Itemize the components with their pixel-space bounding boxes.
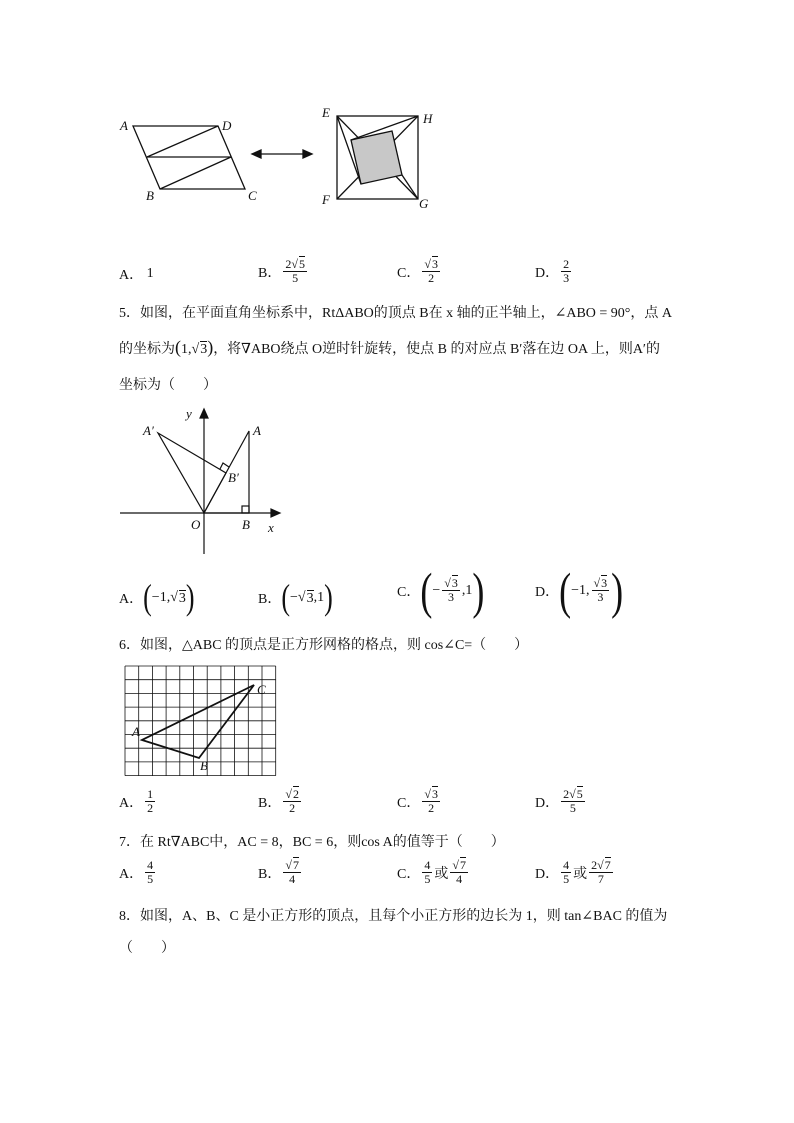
q5-option-a[interactable]: A． ( −1, √ 3 ) xyxy=(119,577,195,618)
label-B-prime: B′ xyxy=(228,470,239,485)
q5-option-b[interactable]: B． ( − √ 3 ,1 ) xyxy=(258,577,333,618)
arrow-right-head xyxy=(303,150,312,158)
figure-parallelogram-square xyxy=(110,100,450,215)
parallelogram-diag-2 xyxy=(160,157,231,189)
label-y: y xyxy=(186,406,192,421)
q5-option-c[interactable]: C． ( − $\frac{√3}{3}$ ,1 ) xyxy=(397,562,485,619)
q5-option-d[interactable]: D． ( −1, $\frac{√3}{3}$ ) xyxy=(535,562,624,619)
q6-option-b[interactable]: B． $\frac{√2}{2}$ xyxy=(258,787,299,815)
right-angle-B-prime xyxy=(220,463,229,469)
q7-option-b[interactable]: B． $\frac{√7}{4}$ xyxy=(258,858,299,886)
label-H: H xyxy=(423,111,433,126)
q4-option-a[interactable]: A． 1 xyxy=(119,266,154,283)
label-G: G xyxy=(419,196,429,211)
label-F: F xyxy=(322,192,330,207)
q5-text-line2: 的坐标为(1,√3)，将∇ABO绕点 O逆时针旋转，使点 B 的对应点 B′落在边 OA 上，则A′的 xyxy=(119,337,660,357)
arrow-left-head xyxy=(252,150,261,158)
figure-coordinate-rotation xyxy=(118,402,288,557)
q5-text-line1: 5．如图，在平面直角坐标系中，RtΔABO的顶点 B在 x 轴的正半轴上，∠ABO = 90°，点 A xyxy=(119,306,673,321)
label-D: D xyxy=(222,118,232,133)
label-A-prime: A′ xyxy=(143,423,154,438)
triangle-ABC xyxy=(142,685,254,758)
q6-option-d[interactable]: D． $\frac{2√5}{5}$ xyxy=(535,787,583,815)
q4-option-d[interactable]: D． $\frac{2}{3}$ xyxy=(535,257,570,285)
q6-text: 6．如图，△ABC 的顶点是正方形网格的格点，则 cos∠C=（ ） xyxy=(119,638,529,653)
q7-option-a[interactable]: A． $\frac{4}{5}$ xyxy=(119,858,154,886)
label-A: A xyxy=(253,423,261,438)
label-B: B xyxy=(200,758,208,773)
q4-option-c[interactable]: C． $\frac{√3}{2}$ xyxy=(397,257,438,285)
label-E: E xyxy=(322,105,330,120)
parallelogram-diag-1 xyxy=(147,126,218,157)
q7-option-c[interactable]: C． $\frac{4}{5}$ 或 $\frac{√7}{4}$ xyxy=(397,858,466,886)
q5-text-line3: 坐标为（ ） xyxy=(119,378,217,393)
label-B: B xyxy=(146,188,154,203)
q4-option-b[interactable]: B． $\frac{2√5}{5}$ xyxy=(258,257,305,285)
triangle-A-prime-B-prime-O xyxy=(158,433,226,513)
right-angle-B xyxy=(242,506,249,513)
label-C: C xyxy=(257,682,266,697)
figure-grid-triangle xyxy=(118,658,278,778)
square-line-5 xyxy=(402,175,418,199)
label-O: O xyxy=(191,517,201,532)
label-A: A xyxy=(120,118,128,133)
y-axis-arrow xyxy=(200,409,208,418)
label-x: x xyxy=(268,520,274,535)
x-axis-arrow xyxy=(271,509,280,517)
q8-text-line1: 8．如图，A、B、C 是小正方形的顶点，且每个小正方形的边长为 1，则 tan∠BAC 的值为 xyxy=(119,909,668,924)
label-B: B xyxy=(242,517,250,532)
q6-option-a[interactable]: A． $\frac{1}{2}$ xyxy=(119,787,154,815)
label-A: A xyxy=(132,724,140,739)
q8-text-line2: （ ） xyxy=(119,941,175,956)
q6-option-c[interactable]: C． $\frac{√3}{2}$ xyxy=(397,787,438,815)
q7-option-d[interactable]: D． $\frac{4}{5}$ 或 $\frac{2√7}{7}$ xyxy=(535,858,611,886)
label-C: C xyxy=(248,188,257,203)
q7-text: 7．在 Rt∇ABC中，AC = 8，BC = 6，则cos A的值等于（ ） xyxy=(119,835,505,850)
